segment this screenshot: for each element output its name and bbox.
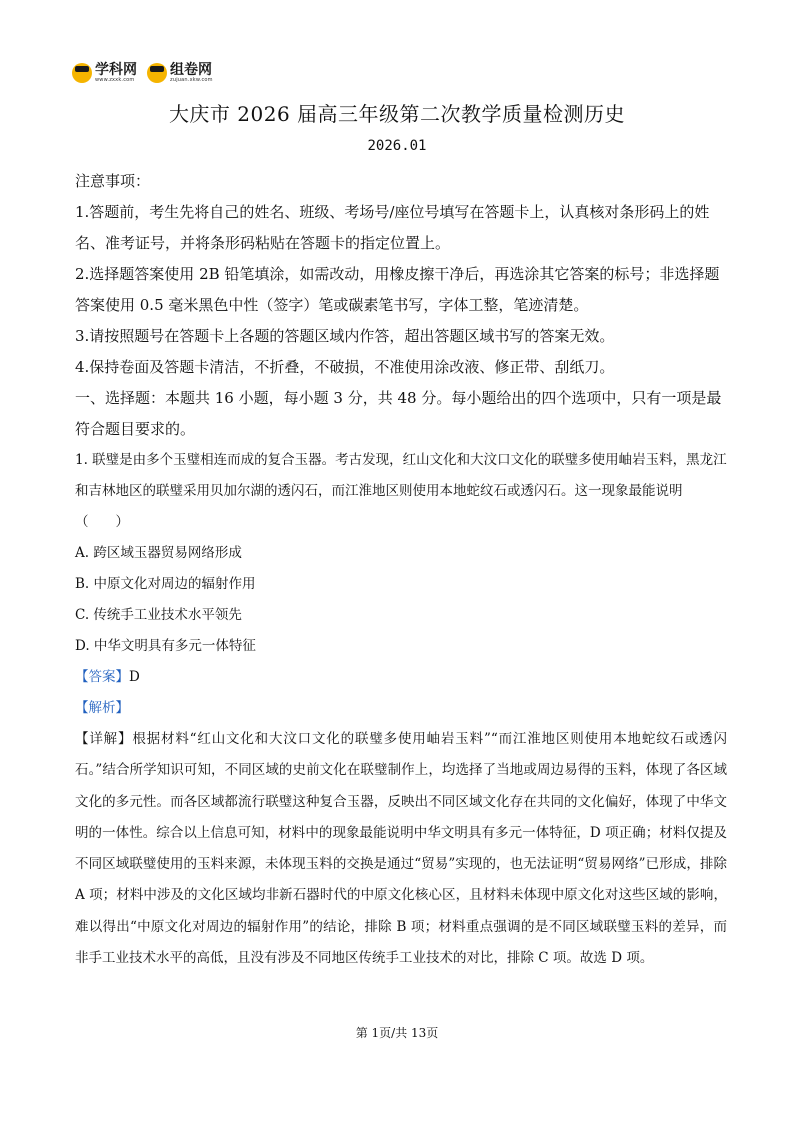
detail-text: 根据材料“红山文化和大汶口文化的联璧多使用岫岩玉料”“而江淮地区则使用本地蛇纹石或透闪石。”结合所学知识可知，不同区域的史前文化在联璧制作上，均选择了当地或周边易得的玉料，体现了各区域文化的多元性。而各区域都流行联璧这种复合玉器，反映出不同区域文化存在共同的文化偏好，体现了中华文明的一体性。综合以上信息可知，材料中的现象最能说明中华文明具有多元一体特征，D 项正确；材料仅提及不同区域联璧使用的玉料来源，未体现玉料的交换是通过“贸易”实现的，也无法证明“贸易网络”已形成，排除 A 项；材料中涉及的文化区域均非新石器时代的中原文化核心区，且材料未体现中原文化对这些区域的影响，难以得出“中原文化对周边的辐射作用”的结论，排除 B 项；材料重点强调的是不同区域联璧玉料的差异，而非手工业技术水平的高低，且没有涉及不同地区传统手工业技术的对比，排除 C 项。故选 D 项。 (75, 731, 727, 967)
logo-name: 学科网 (95, 62, 137, 78)
page-title: 大庆市 2026 届高三年级第二次教学质量检测历史 (168, 102, 626, 126)
logo-zujuanwang (147, 63, 213, 83)
answer-label: 【答案】 (75, 669, 129, 685)
exam-date: 2026.01 (367, 138, 427, 154)
option-a: A. 跨区域玉器贸易网络形成 (75, 545, 242, 561)
option-d: D. 中华文明具有多元一体特征 (75, 638, 256, 654)
header-logos (72, 60, 213, 86)
logo-url: www.zxxk.com (95, 77, 135, 83)
detail-label: 【详解】 (75, 731, 133, 747)
answer-line (75, 662, 727, 693)
logo-url: zujuan.xkw.com (170, 77, 213, 83)
logo-xuekewang (72, 63, 137, 83)
notice-heading: 注意事项： (75, 172, 151, 190)
section-heading: 一、选择题：本题共 16 小题，每小题 3 分，共 48 分。每小题给出的四个选项中，只有一项是最符合题目要求的。 (75, 389, 722, 438)
notice-item: 2.选择题答案使用 2B 铅笔填涂，如需改动，用橡皮擦干净后，再选涂其它答案的标号；非选择题答案使用 0.5 毫米黑色中性（签字）笔或碳素笔书写，字体工整，笔迹清楚。 (75, 265, 720, 314)
mortarboard-icon (72, 63, 92, 83)
logo-name: 组卷网 (170, 62, 212, 78)
answer-value: D (129, 669, 140, 685)
analysis-line (75, 693, 727, 724)
notice-item: 4.保持卷面及答题卡清洁，不折叠，不破损，不准使用涂改液、修正带、刮纸刀。 (75, 358, 615, 376)
option-c: C. 传统手工业技术水平领先 (75, 607, 242, 623)
document-body (75, 166, 727, 974)
question-stem: 1. 联璧是由多个玉璧相连而成的复合玉器。考古发现，红山文化和大汶口文化的联璧多使用岫岩玉料，黑龙江和吉林地区的联璧采用贝加尔湖的透闪石，而江淮地区则使用本地蛇纹石或透闪石。这一现象最能说明（ ） (75, 452, 727, 530)
page-footer: 第 1页/共 13页 (355, 1026, 439, 1040)
analysis-label: 【解析】 (75, 700, 129, 716)
mortarboard-icon (147, 63, 167, 83)
notice-item: 1.答题前，考生先将自己的姓名、班级、考场号/座位号填写在答题卡上，认真核对条形码上的姓名、准考证号，并将条形码粘贴在答题卡的指定位置上。 (75, 203, 710, 252)
option-b: B. 中原文化对周边的辐射作用 (75, 576, 256, 592)
detail-paragraph (75, 724, 727, 974)
notice-item: 3.请按照题号在答题卡上各题的答题区域内作答，超出答题区域书写的答案无效。 (75, 327, 615, 345)
